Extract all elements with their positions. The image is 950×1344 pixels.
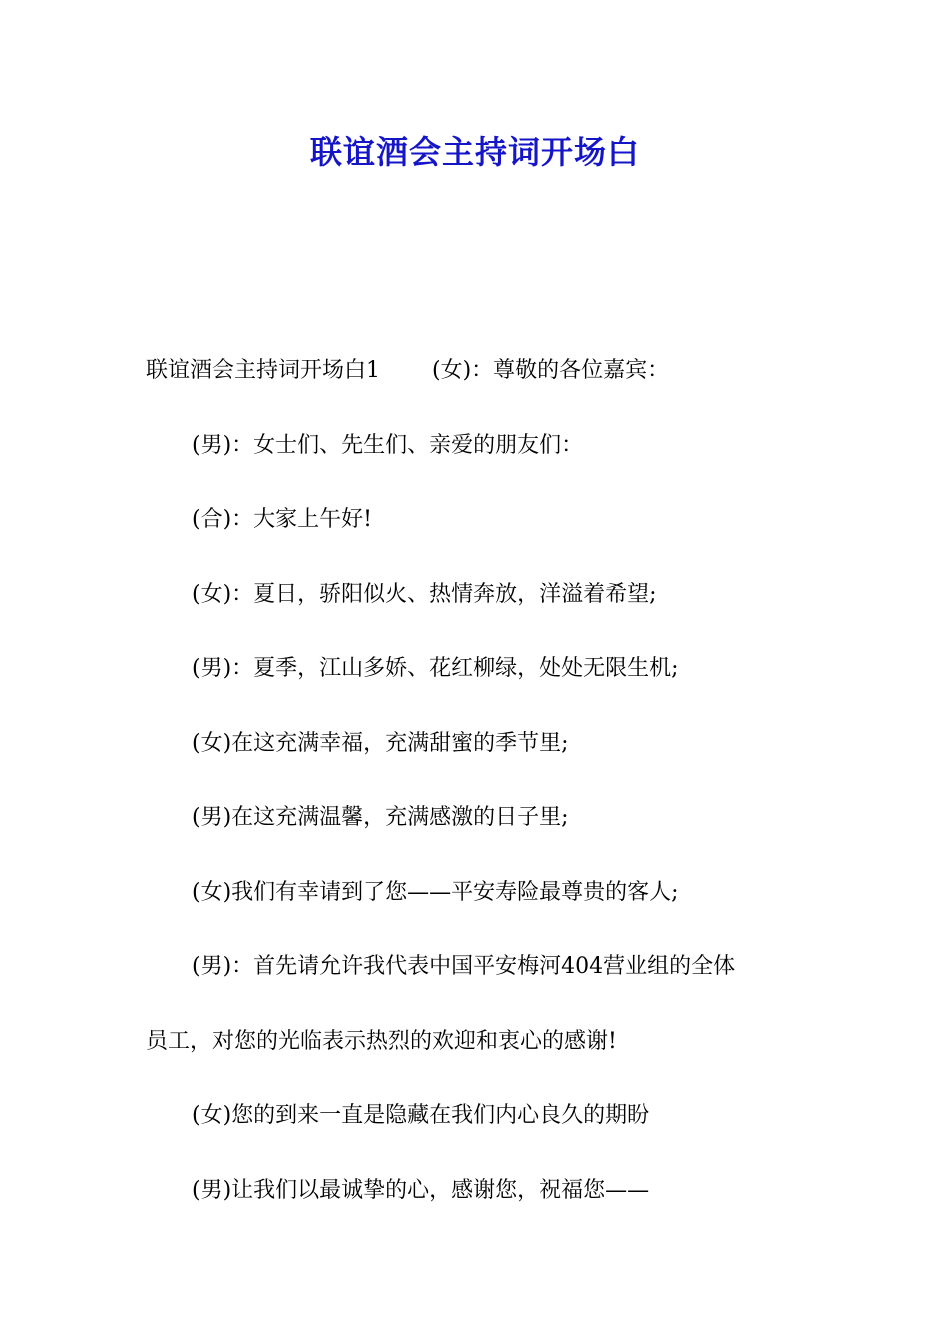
paragraph: (男)：女士们、先生们、亲爱的朋友们： [192,432,584,458]
paragraph-text: (女)：尊敬的各位嘉宾： [432,358,670,383]
section-heading: 联谊酒会主持词开场白1 [146,358,380,383]
paragraph: (女)在这充满幸福，充满甜蜜的季节里; [192,730,569,756]
paragraph: (男)在这充满温馨，充满感激的日子里; [192,805,569,830]
first-line [146,334,826,409]
paragraph: (男)让我们以最诚挚的心，感谢您，祝福您—— [192,1177,650,1203]
paragraph: (女)您的到来一直是隐藏在我们内心良久的期盼 [192,1103,650,1128]
paragraph: (女)我们有幸请到了您——平安寿险最尊贵的客人; [192,879,679,905]
paragraph: (女)：夏日，骄阳似火、热情奔放，洋溢着希望; [192,581,657,607]
paragraph: (男)：首先请允许我代表中国平安梅河404营业组的全体 [192,954,736,979]
document-body [146,334,826,1228]
document-title: 联谊酒会主持词开场白 [309,133,640,171]
paragraph: (合)：大家上午好! [192,507,373,532]
paragraph: (男)：夏季，江山多娇、花红柳绿，处处无限生机; [192,656,679,681]
paragraph-continuation: 员工，对您的光临表示热烈的欢迎和衷心的感谢! [146,1028,617,1054]
